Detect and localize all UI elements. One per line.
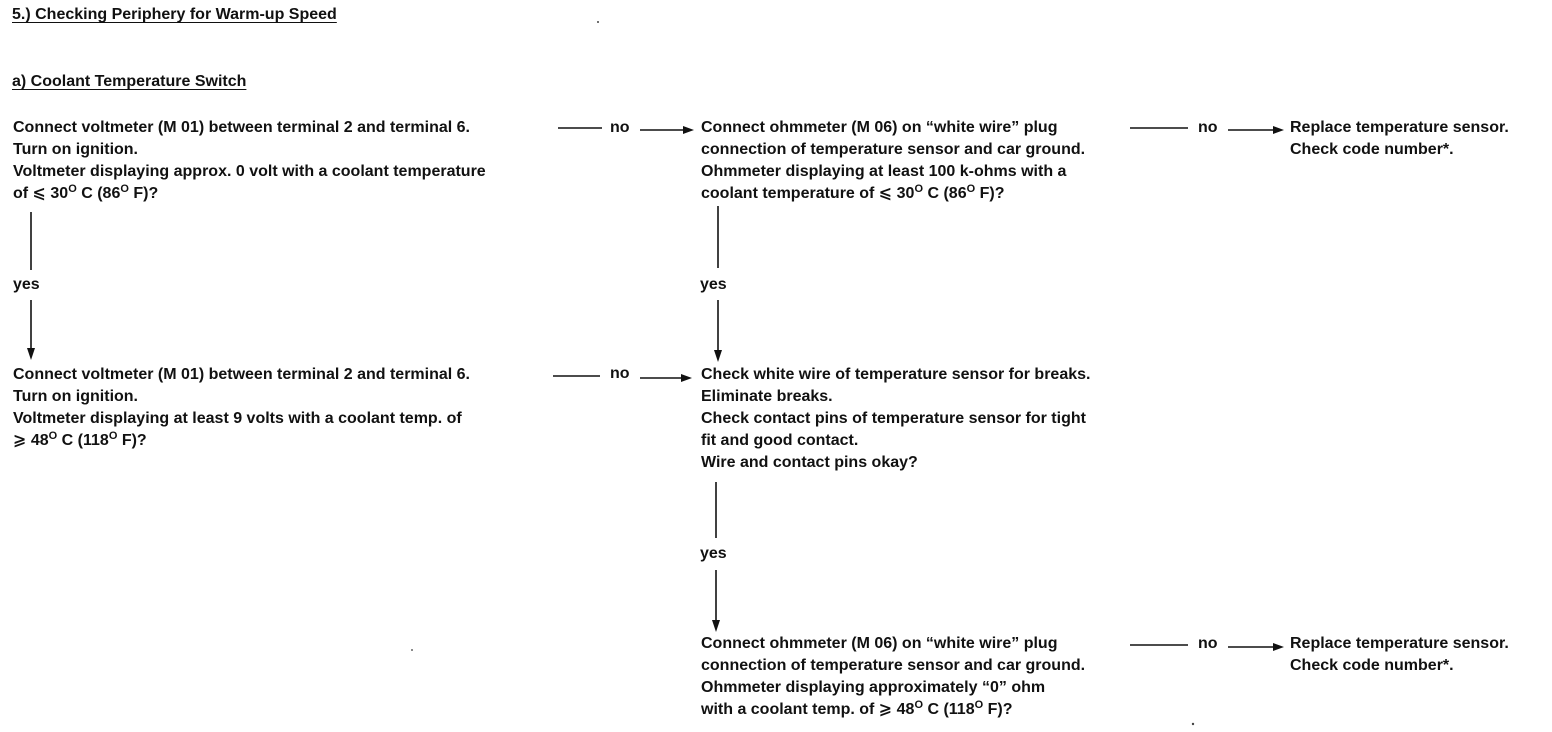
branch-label-no-1: no [610, 119, 630, 136]
step-5-line-3: Check contact pins of temperature sensor for tight [701, 410, 1086, 427]
arrowhead-right-icon [1273, 126, 1284, 134]
step-2-line-2: connection of temperature sensor and car ground. [701, 141, 1086, 158]
branch-label-yes-3: yes [700, 545, 727, 562]
step-3-line-1: Replace temperature sensor. [1290, 119, 1509, 136]
subsection-title: a) Coolant Temperature Switch [12, 73, 247, 90]
section-title: 5.) Checking Periphery for Warm-up Speed [12, 6, 337, 23]
step-6-line-4: with a coolant temp. of ⩾ $48^O$ C ($118^O$ F)? [701, 699, 1013, 718]
step-5-line-4: fit and good contact. [701, 432, 859, 449]
arrowhead-down-icon [712, 620, 720, 632]
step-2-line-3: Ohmmeter displaying at least 100 k-ohms with a [701, 163, 1067, 180]
branch-label-no-4: no [1198, 635, 1218, 652]
step-1-line-3: Voltmeter displaying approx. 0 volt with a coolant temperature [13, 163, 486, 180]
step-6-line-3: Ohmmeter displaying approximately “0” ohm [701, 679, 1046, 696]
arrowhead-down-icon [714, 350, 722, 362]
scan-speck [411, 649, 413, 651]
step-5-line-5: Wire and contact pins okay? [701, 454, 918, 471]
step-4-line-1: Connect voltmeter (M 01) between terminal 2 and terminal 6. [13, 366, 470, 383]
step-6-line-2: connection of temperature sensor and car ground. [701, 657, 1086, 674]
step-4-line-4: ⩾ $48^O$ C ($118^O$ F)? [13, 430, 147, 449]
step-1-line-2: Turn on ignition. [13, 141, 138, 158]
arrowhead-right-icon [681, 374, 692, 382]
step-5-line-2: Eliminate breaks. [701, 388, 833, 405]
arrowhead-right-icon [1273, 643, 1284, 651]
step-7-line-1: Replace temperature sensor. [1290, 635, 1509, 652]
step-7-line-2: Check code number*. [1290, 657, 1454, 674]
branch-label-no-2: no [1198, 119, 1218, 136]
step-5-line-1: Check white wire of temperature sensor for breaks. [701, 366, 1091, 383]
step-2-line-4: coolant temperature of ⩽ $30^O$ C ($86^O$ F)? [701, 183, 1005, 202]
arrowhead-right-icon [683, 126, 694, 134]
step-1-line-1: Connect voltmeter (M 01) between terminal 2 and terminal 6. [13, 119, 470, 136]
step-3-line-2: Check code number*. [1290, 141, 1454, 158]
step-4-line-2: Turn on ignition. [13, 388, 138, 405]
scan-speck [1192, 723, 1194, 725]
branch-label-yes-1: yes [13, 276, 40, 293]
step-1-line-4: of ⩽ $30^O$ C ($86^O$ F)? [13, 183, 159, 202]
branch-label-yes-2: yes [700, 276, 727, 293]
step-2-line-1: Connect ohmmeter (M 06) on “white wire” plug [701, 119, 1058, 136]
step-6-line-1: Connect ohmmeter (M 06) on “white wire” plug [701, 635, 1058, 652]
arrowhead-down-icon [27, 348, 35, 360]
step-4-line-3: Voltmeter displaying at least 9 volts with a coolant temp. of [13, 410, 462, 427]
scan-speck [597, 21, 599, 23]
branch-label-no-3: no [610, 365, 630, 382]
